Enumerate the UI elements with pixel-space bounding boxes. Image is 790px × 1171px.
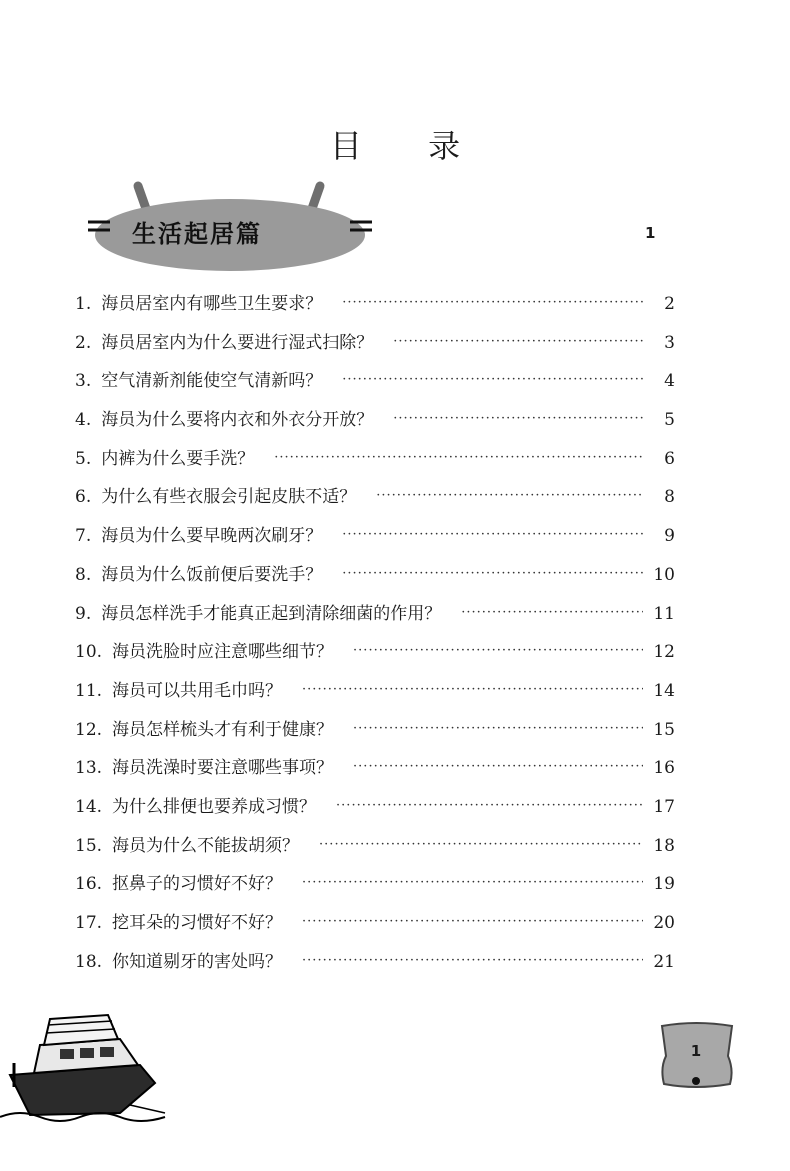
toc-leader-dots xyxy=(393,411,643,426)
toc-entry-page: 19 xyxy=(653,874,675,895)
toc-entry-number: 18. xyxy=(75,951,103,972)
toc-entry-title: 内裤为什么要手洗？ xyxy=(101,448,255,469)
boat-icon xyxy=(0,1005,170,1125)
page-title: 目 录 xyxy=(329,127,489,166)
toc-entry-title: 海员为什么要早晚两次刷牙？ xyxy=(101,526,323,547)
toc-entry[interactable] xyxy=(75,908,675,947)
toc-leader-dots xyxy=(302,875,643,890)
toc-entry[interactable] xyxy=(75,792,675,831)
toc-entry[interactable] xyxy=(75,405,675,444)
toc-leader-dots xyxy=(342,566,643,581)
toc-entry[interactable] xyxy=(75,366,675,405)
toc-entry[interactable] xyxy=(75,560,675,599)
page-number-badge xyxy=(656,1020,736,1090)
toc-entry-page: 10 xyxy=(653,564,675,585)
toc-entry[interactable] xyxy=(75,753,675,792)
toc-entry[interactable] xyxy=(75,482,675,521)
toc-entry-number: 17. xyxy=(75,913,103,933)
toc-entry-page: 14 xyxy=(653,680,675,701)
toc-entry-page: 17 xyxy=(653,796,675,817)
toc-entry-number: 5. xyxy=(75,448,92,469)
toc-entry-page: 12 xyxy=(653,642,675,663)
toc-entry-title: 海员可以共用毛巾吗？ xyxy=(112,680,283,701)
toc-leader-dots xyxy=(302,953,643,968)
toc-leader-dots xyxy=(393,334,643,349)
toc-entry-number: 3. xyxy=(75,371,92,392)
toc-leader-dots xyxy=(342,527,643,542)
toc-entry-page: 6 xyxy=(664,448,675,469)
toc-entry[interactable] xyxy=(75,637,675,676)
toc-leader-dots xyxy=(302,914,643,929)
toc-leader-dots xyxy=(353,721,643,736)
toc-entry[interactable] xyxy=(75,715,675,754)
toc-entry[interactable] xyxy=(75,328,675,367)
toc-leader-dots xyxy=(376,488,643,503)
toc-entry-number: 4. xyxy=(75,410,92,431)
toc-leader-dots xyxy=(336,798,643,813)
toc-entry-page: 11 xyxy=(653,603,675,624)
toc-entry-title: 你知道剔牙的害处吗？ xyxy=(112,951,283,972)
toc-entry-page: 21 xyxy=(653,951,675,972)
toc-entry-number: 15. xyxy=(75,835,103,856)
toc-entry-title: 抠鼻子的习惯好不好？ xyxy=(112,874,283,895)
toc-entry-number: 16. xyxy=(75,874,103,895)
toc-leader-dots xyxy=(461,605,643,620)
toc-entry[interactable] xyxy=(75,599,675,638)
toc-entry-number: 13. xyxy=(75,758,103,779)
toc-entry[interactable] xyxy=(75,676,675,715)
toc-entry-page: 5 xyxy=(664,410,675,431)
toc-entry-number: 7. xyxy=(75,526,92,547)
page-number: 1 xyxy=(690,1042,702,1060)
toc-leader-dots xyxy=(342,295,643,310)
toc-entry-page: 20 xyxy=(653,913,675,933)
section-title: 生活起居篇 xyxy=(132,220,262,248)
section-banner[interactable] xyxy=(80,180,400,275)
toc-entry-title: 海员为什么饭前便后要洗手？ xyxy=(101,564,323,585)
toc-entry-title: 海员为什么要将内衣和外衣分开放？ xyxy=(101,410,374,431)
toc-entry-number: 6. xyxy=(75,487,92,508)
toc-leader-dots xyxy=(353,643,643,658)
toc-entry-title: 海员洗澡时要注意哪些事项？ xyxy=(112,758,334,779)
toc-entry-page: 8 xyxy=(664,487,675,508)
toc-entry-number: 9. xyxy=(75,603,92,624)
toc-entry-title: 为什么排便也要养成习惯？ xyxy=(112,796,317,817)
toc-entry[interactable] xyxy=(75,869,675,908)
toc-entry[interactable] xyxy=(75,444,675,483)
toc-entry-page: 2 xyxy=(664,294,675,314)
toc-leader-dots xyxy=(274,450,643,465)
toc-entry-title: 海员怎样洗手才能真正起到清除细菌的作用？ xyxy=(101,603,442,624)
toc-entry-title: 海员居室内有哪些卫生要求？ xyxy=(101,294,323,314)
toc-leader-dots xyxy=(319,837,643,852)
toc-entry-title: 挖耳朵的习惯好不好？ xyxy=(112,913,283,933)
toc-entry-title: 为什么有些衣服会引起皮肤不适？ xyxy=(101,487,357,508)
toc-leader-dots xyxy=(342,372,643,387)
section-page-number: 1 xyxy=(645,224,656,242)
toc-list xyxy=(75,289,675,985)
toc-entry-number: 1. xyxy=(75,294,92,314)
toc-leader-dots xyxy=(302,682,643,697)
toc-entry-number: 12. xyxy=(75,719,103,740)
boat-illustration xyxy=(0,1005,170,1129)
toc-entry-title: 海员怎样梳头才有利于健康？ xyxy=(112,719,334,740)
toc-entry-number: 11. xyxy=(75,680,103,701)
toc-entry-page: 3 xyxy=(664,332,675,353)
toc-entry-page: 9 xyxy=(664,526,675,547)
toc-entry-title: 海员洗脸时应注意哪些细节？ xyxy=(112,642,334,663)
toc-entry-title: 海员居室内为什么要进行湿式扫除？ xyxy=(101,332,374,353)
toc-entry-page: 18 xyxy=(653,835,675,856)
toc-entry-title: 海员为什么不能拔胡须？ xyxy=(112,835,300,856)
toc-entry-page: 4 xyxy=(664,371,675,392)
toc-entry[interactable] xyxy=(75,831,675,870)
toc-entry-page: 15 xyxy=(653,719,675,740)
toc-entry-number: 2. xyxy=(75,332,92,353)
toc-entry-number: 8. xyxy=(75,564,92,585)
toc-entry-number: 10. xyxy=(75,642,103,663)
toc-entry-number: 14. xyxy=(75,796,103,817)
toc-entry-title: 空气清新剂能使空气清新吗？ xyxy=(101,371,323,392)
toc-leader-dots xyxy=(353,759,643,774)
toc-entry[interactable] xyxy=(75,289,675,328)
toc-entry[interactable] xyxy=(75,521,675,560)
toc-entry-page: 16 xyxy=(653,758,675,779)
toc-entry[interactable] xyxy=(75,947,675,986)
